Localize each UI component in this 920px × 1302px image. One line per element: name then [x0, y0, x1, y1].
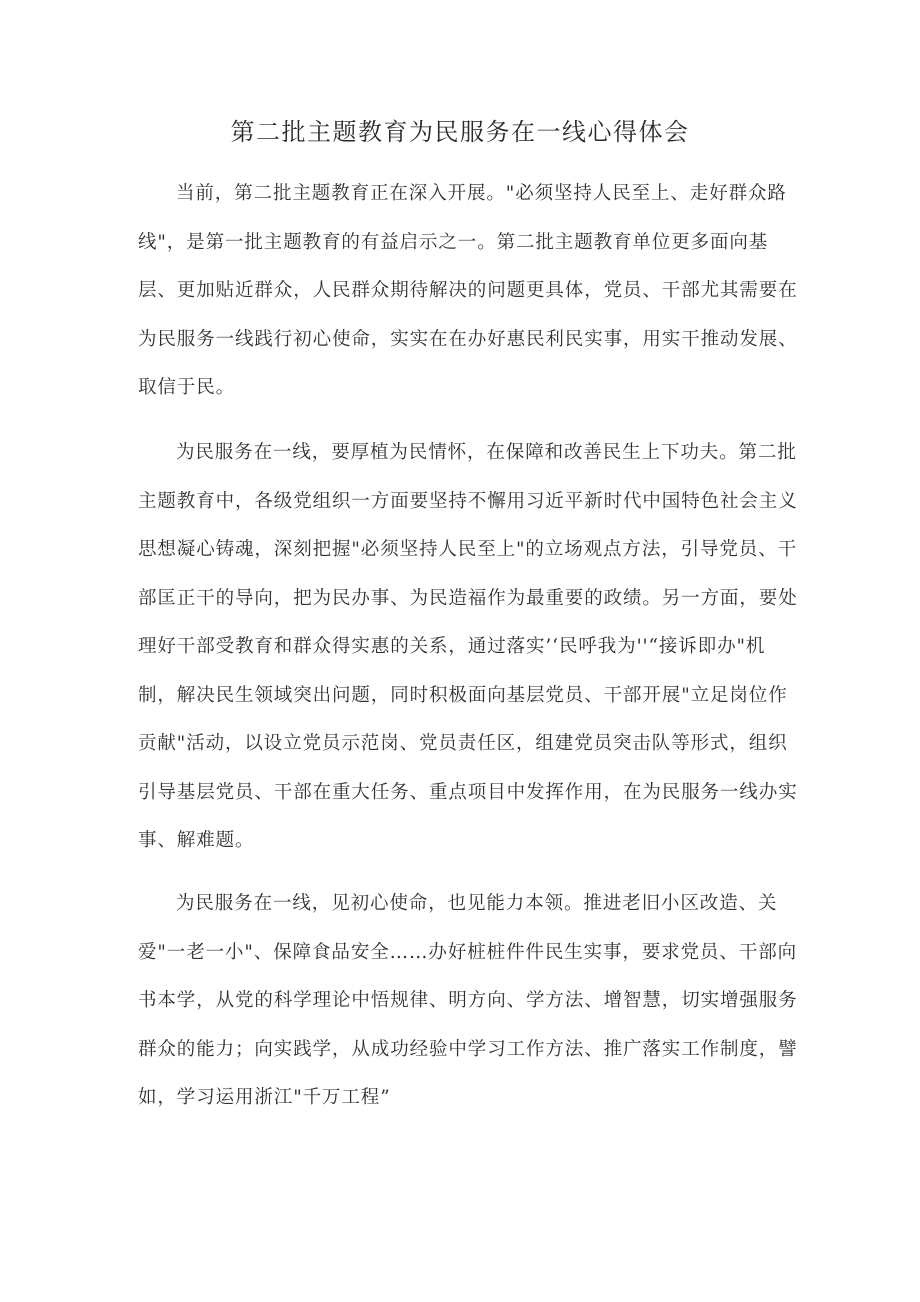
paragraph-current-situation: 当前，第二批主题教育正在深入开展。"必须坚持人民至上、走好群众路线"，是第一批主题教育的有益启示之一。第二批主题教育单位更多面向基层、更加贴近群众，人民群众期待解决的问题更具体，党员、干部尤其需要在为民服务一线践行初心使命，实实在在办好惠民利民实事，用实干推动发展、取信于民。	[138, 183, 798, 398]
paragraph-people-sentiment: 为民服务在一线，要厚植为民情怀，在保障和改善民生上下功夫。第二批主题教育中，各级党组织一方面要坚持不懈用习近平新时代中国特色社会主义思想凝心铸魂，深刻把握"必须坚持人民至上"的立场观点方法，引导党员、干部匡正干的导向，把为民办事、为民造福作为最重要的政绩。另一方面，要处理好干部受教育和群众得实惠的关系，通过落实’‘民呼我为''“接诉即办"机制，解决民生领域突出问题，同时积极面向基层党员、干部开展"立足岗位作贡献"活动，以设立党员示范岗、党员责任区，组建党员突击队等形式，组织引导基层党员、干部在重大任务、重点项目中发挥作用，在为民服务一线办实事、解难题。	[138, 442, 798, 851]
document-title: 第二批主题教育为民服务在一线心得体会	[230, 118, 690, 146]
paragraph-mission-ability: 为民服务在一线，见初心使命，也见能力本领。推进老旧小区改造、关爱"一老一小"、保障食品安全……办好桩桩件件民生实事，要求党员、干部向书本学，从党的科学理论中悟规律、明方向、学方法、增智慧，切实增强服务群众的能力；向实践学，从成功经验中学习工作方法、推广落实工作制度，譬如，学习运用浙江"千万工程”	[138, 893, 798, 1108]
